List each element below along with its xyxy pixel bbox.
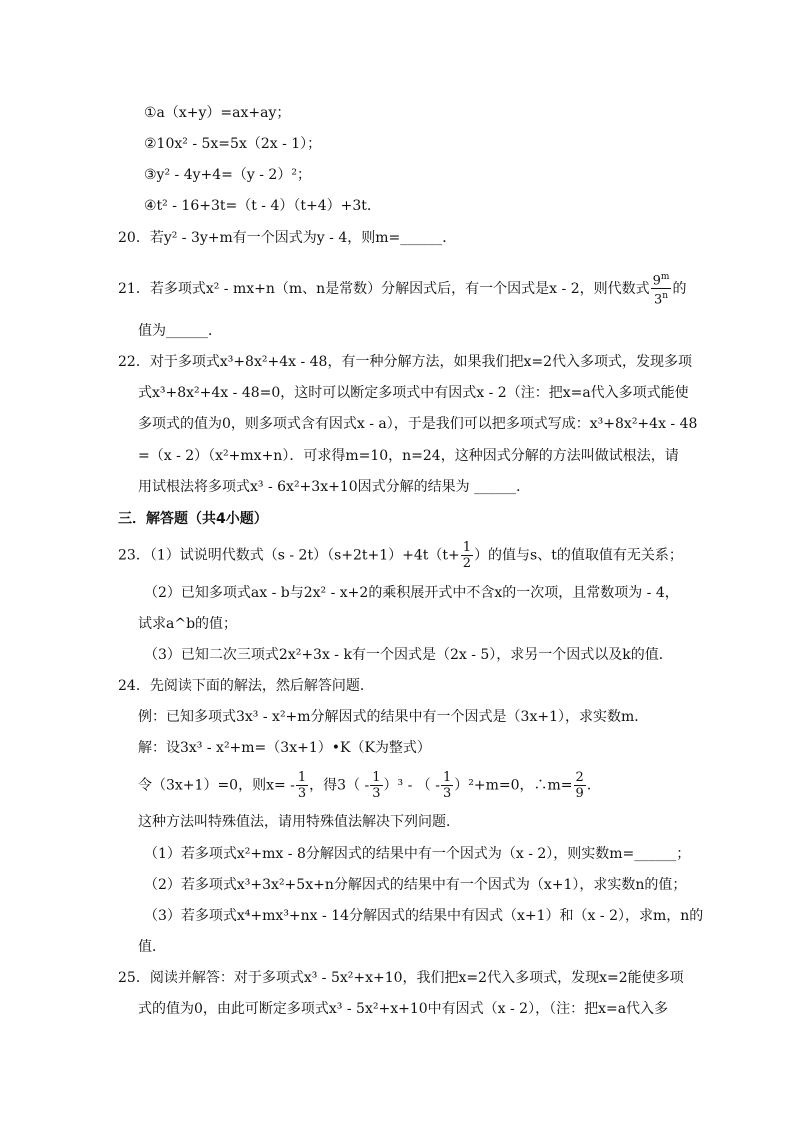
q21-num: 9 (652, 273, 661, 289)
question-24-part2: （2）若多项式x³+3x²+5x+n分解因式的结果中有一个因式为（x+1），求实数n的值； (144, 877, 687, 893)
q21-text-b: 的 (672, 280, 687, 297)
q24-calc-c: ）³ - （ - (383, 777, 440, 794)
item-4: ④t² - 16+3t=（t - 4）（t+4）+3t. (144, 198, 372, 214)
question-25-line2: 式的值为0，由此可断定多项式x³ - 5x²+x+10中有因式（x - 2），（注：把x=a代入多 (138, 1001, 669, 1017)
q23-text-a: 23．（1）试说明代数式（s - 2t）（s+2t+1）+4t（t+ (118, 547, 460, 564)
item-3: ③y² - 4y+4=（y - 2）²； (144, 167, 311, 183)
question-23-line1 (118, 540, 683, 571)
q24-calc-e: ． (586, 777, 601, 794)
question-22-line2: 式x³+8x²+4x - 48=0，这时可以断定多项式中有因式x - 2（注：把x=a代入多项式能使 (138, 385, 689, 401)
q23-fraction (461, 540, 473, 571)
question-22-line5: 用试根法将多项式x³ - 6x²+3x+10因式分解的结果为 ______． (138, 479, 531, 495)
question-22-line4: =（x - 2）（x²+mx+n）．可求得m=10，n=24，这种因式分解的方法叫做试根法，请 (138, 448, 679, 464)
question-24-line1: 24．先阅读下面的解法，然后解答问题． (118, 678, 374, 694)
q23-text-b: ）的值与s、t的值取值有无关系； (474, 547, 683, 564)
q24-frac-1-den: 3 (297, 786, 307, 801)
q24-frac-2-num: 1 (372, 770, 381, 785)
q24-frac-2-den: 3 (372, 786, 381, 801)
question-23-line3: 试求a^b的值； (138, 616, 238, 632)
question-25-line1: 25．阅读并解答：对于多项式x³ - 5x²+x+10，我们把x=2代入多项式，发现x=2能使多项 (118, 970, 684, 986)
question-22-line3: 多项式的值为0，则多项式含有因式x - a），于是我们可以把多项式写成：x³+8x²+4x - 48 (138, 416, 698, 432)
q24-frac-4-num: 2 (575, 770, 584, 785)
section-heading: 三．解答题（共4小题） (118, 511, 268, 527)
question-24-part3: （3）若多项式x⁴+mx³+nx - 14分解因式的结果中有因式（x+1）和（x - 2），求m，n的 (144, 908, 704, 924)
question-24-calc (138, 770, 601, 801)
q24-frac-4 (574, 770, 586, 801)
item-1: ①a（x+y）=ax+ay； (144, 105, 291, 121)
q24-frac-4-den: 9 (575, 786, 584, 801)
q23-num: 1 (462, 540, 472, 555)
question-23-line4: （3）已知二次三项式2x²+3x - k有一个因式是（2x - 5），求另一个因式以及k的值． (144, 647, 673, 663)
q24-calc-b: ，得3（ - (309, 777, 370, 794)
q21-num-sup: m (660, 272, 670, 282)
q23-den: 2 (462, 556, 472, 571)
q24-frac-2 (370, 770, 382, 801)
question-22-line1: 22．对于多项式x³+8x²+4x - 48，有一种分解方法，如果我们把x=2代入多项式，发现多项 (118, 354, 692, 370)
question-24-part3-cont: 值． (138, 939, 166, 955)
q24-frac-1-num: 1 (297, 770, 307, 785)
question-24-solution: 解：设3x³ - x²+m=（3x+1）•K（K为整式） (138, 740, 431, 756)
question-24-part1: （1）若多项式x²+mx - 8分解因式的结果中有一个因式为（x - 2），则实数m=______； (144, 846, 691, 862)
q24-calc-d: ）²+m=0，∴m= (454, 777, 573, 794)
q21-fraction (651, 270, 672, 308)
q21-text-a: 21．若多项式x² - mx+n（m、n是常数）分解因式后，有一个因式是x - 2，则代数式 (118, 280, 650, 297)
q21-den-sup: n (662, 291, 669, 302)
q24-frac-3-num: 1 (442, 770, 452, 785)
question-21-line2: 值为______． (138, 323, 222, 339)
item-2: ②10x² - 5x=5x（2x - 1）； (144, 136, 322, 152)
question-20: 20．若y² - 3y+m有一个因式为y - 4，则m=______． (118, 230, 457, 246)
question-21-line1 (118, 270, 686, 308)
q21-den: 3 (653, 292, 663, 308)
q24-frac-3-den: 3 (442, 786, 452, 801)
question-23-line2: （2）已知多项式ax - b与2x² - x+2的乘积展开式中不含x的一次项，且常数项为 - 4， (144, 585, 679, 601)
question-24-example: 例：已知多项式3x³ - x²+m分解因式的结果中有一个因式是（3x+1），求实数m． (138, 709, 649, 725)
q24-frac-1 (296, 770, 308, 801)
q24-calc-a: 令（3x+1）=0，则x= - (138, 777, 295, 794)
q24-frac-3 (441, 770, 453, 801)
question-24-method: 这种方法叫特殊值法，请用特殊值法解决下列问题． (138, 814, 460, 830)
